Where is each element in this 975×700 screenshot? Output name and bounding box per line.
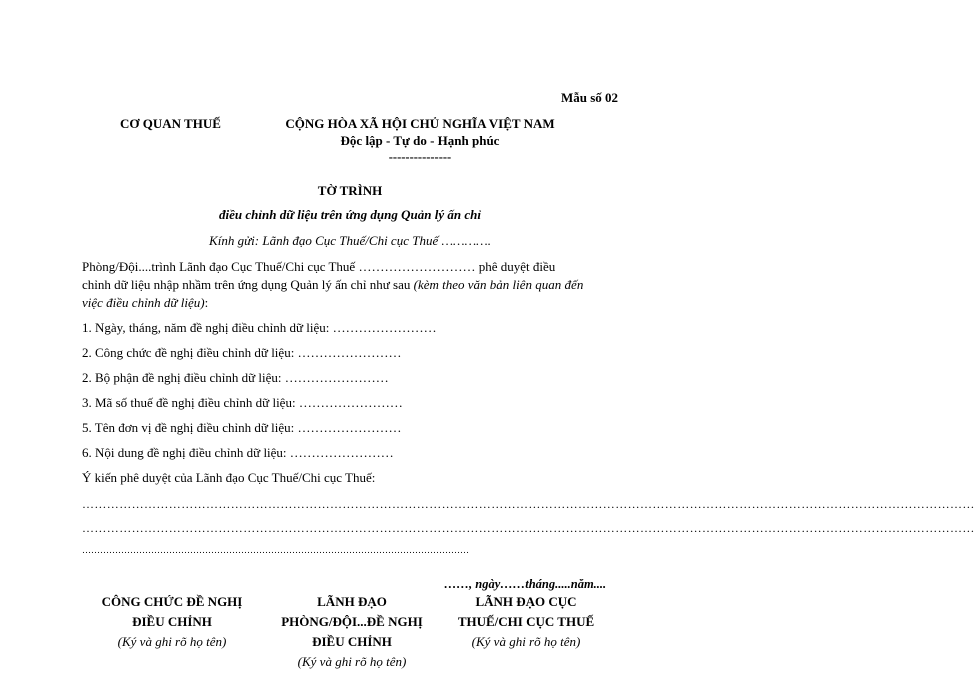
signature-block-department [262,592,442,672]
document-subtitle: điều chỉnh dữ liệu trên ứng dụng Quản lý ấn chỉ [219,207,481,222]
department-sign-note: (Ký và ghi rõ họ tên) [297,654,407,669]
nation-motto: Độc lập - Tự do - Hạnh phúc [340,133,500,148]
item-official: 2. Công chức đề nghị điều chỉnh dữ liệu: …………………… [82,345,402,360]
intro-line-3-italic: việc điều chỉnh dữ liệu) [82,295,205,310]
document-title: TỜ TRÌNH [317,183,383,198]
official-sign-note: (Ký và ghi rõ họ tên) [117,634,227,649]
department-title-3: ĐIỀU CHỈNH [312,634,392,649]
dotted-line-1: ……………………………………………………………………………………………………………………………………………………………………………………………… [82,497,975,511]
intro-line-1: Phòng/Đội....trình Lãnh đạo Cục Thuế/Chi cục Thuế ……………………… phê duyệt điều [82,259,556,274]
leader-title-2: THUẾ/CHI CỤC THUẾ [457,614,595,629]
item-date: 1. Ngày, tháng, năm đề nghị điều chỉnh dữ liệu: …………………… [82,320,437,335]
date-line: ……, ngày……tháng.....năm.... [444,577,607,591]
leader-title-1: LÃNH ĐẠO CỤC [475,594,577,609]
motto-divider: --------------- [388,150,452,164]
nation-name: CỘNG HÒA XÃ HỘI CHỦ NGHĨA VIỆT NAM [285,116,555,131]
item-department: 2. Bộ phận đề nghị điều chỉnh dữ liệu: …………………… [82,370,389,385]
agency-name: CƠ QUAN THUẾ [120,116,221,131]
intro-line-2-italic: (kèm theo văn bản liên quan đến [413,277,584,292]
intro-line-2-text: chỉnh dữ liệu nhập nhầm trên ứng dụng Quản lý ấn chỉ như sau [82,277,414,292]
recipient-line: Kính gửi: Lãnh đạo Cục Thuế/Chi cục Thuế …………. [209,233,491,248]
item-content: 6. Nội dung đề nghị điều chỉnh dữ liệu: …………………… [82,445,394,460]
form-number: Mẫu số 02 [560,90,618,105]
leader-sign-note: (Ký và ghi rõ họ tên) [471,634,581,649]
item-unit-name: 5. Tên đơn vị đề nghị điều chỉnh dữ liệu: …………………… [82,420,402,435]
signature-block-official [82,592,262,652]
department-title-2: PHÒNG/ĐỘI...ĐỀ NGHỊ [281,614,423,629]
official-title-1: CÔNG CHỨC ĐỀ NGHỊ [101,594,243,609]
dotted-line-3: ………………………………………………………………………………………………………………… [82,545,469,555]
approval-label: Ý kiến phê duyệt của Lãnh đạo Cục Thuế/Chi cục Thuế: [82,470,376,485]
intro-line-2 [82,277,583,293]
signature-block-leader [436,592,616,652]
department-title-1: LÃNH ĐẠO [317,594,387,609]
dotted-line-2: ……………………………………………………………………………………………………………………………………………………………………………………………… [82,521,975,535]
item-tax-code: 3. Mã số thuế đề nghị điều chỉnh dữ liệu: …………………… [82,395,403,410]
intro-line-3 [82,295,208,311]
intro-line-3-end: : [204,295,209,310]
official-title-2: ĐIỀU CHỈNH [132,614,212,629]
